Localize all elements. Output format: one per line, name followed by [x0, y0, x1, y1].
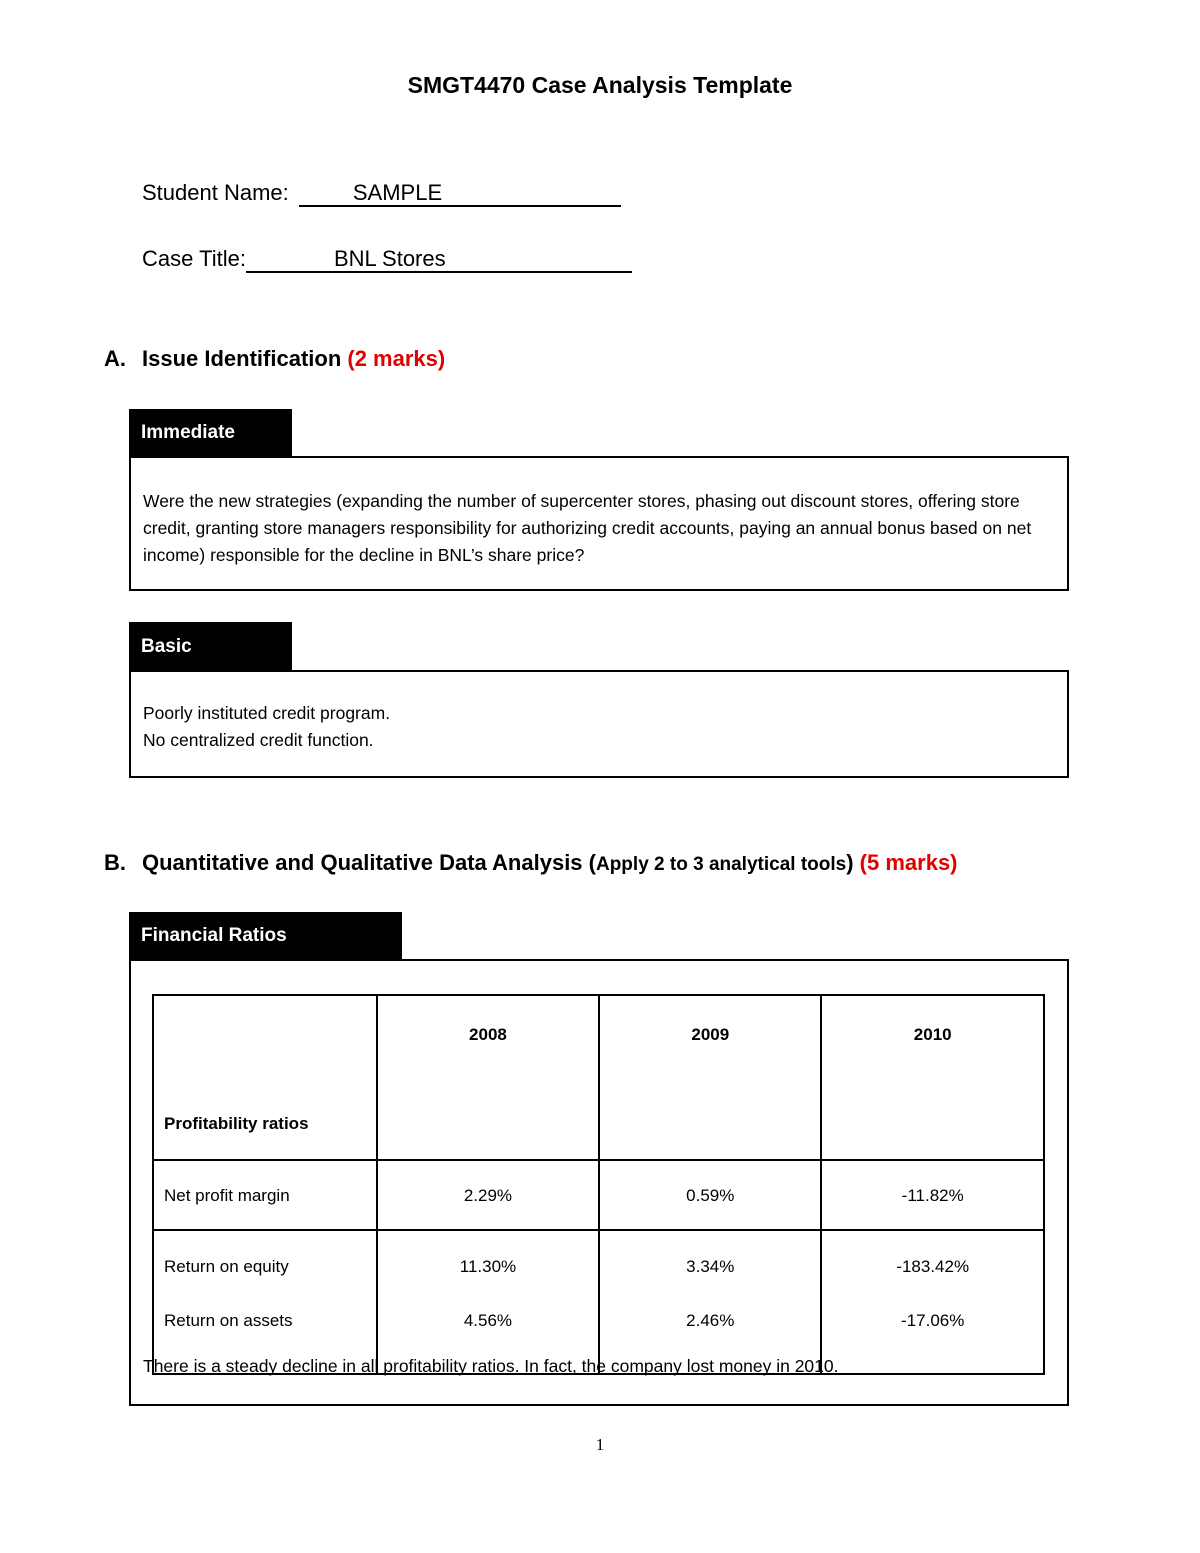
basic-box [129, 670, 1069, 778]
immediate-text: Were the new strategies (expanding the number of supercenter stores, phasing out discount stores, offering store credit, granting store managers responsibility for authorizing credit accounts, paying an annual bonus based on net income) responsible for the decline in BNL’s share price? [143, 491, 1032, 565]
table-cell: 2.29% [377, 1160, 599, 1230]
table-cell: -183.42% [821, 1230, 1044, 1301]
table-year-header: 2009 [599, 995, 821, 1160]
table-header-label: Profitability ratios [153, 995, 377, 1160]
section-a-marks: (2 marks) [347, 346, 446, 371]
document-title: SMGT4470 Case Analysis Template [407, 72, 793, 98]
section-a-title: Issue Identification [142, 346, 348, 371]
row-label: Return on equity [153, 1230, 377, 1301]
financial-ratios-tab: Financial Ratios [129, 912, 402, 960]
table-cell: -11.82% [821, 1160, 1044, 1230]
section-b-heading [104, 850, 958, 876]
table-header-row [153, 995, 1044, 1160]
ratios-table [152, 994, 1045, 1375]
section-a-letter: A. [104, 346, 126, 371]
table-cell: 0.59% [599, 1160, 821, 1230]
student-name-field[interactable]: SAMPLE [299, 181, 621, 207]
basic-tab: Basic [129, 622, 292, 671]
section-a-heading [104, 346, 445, 372]
page-number: 1 [595, 1435, 605, 1454]
case-title-label: Case Title: [142, 246, 246, 271]
section-b-title-close: ) [846, 850, 860, 875]
immediate-box [129, 456, 1069, 591]
table-cell: 11.30% [377, 1230, 599, 1301]
student-name-row [142, 180, 621, 207]
table-cell: -17.06% [821, 1301, 1044, 1374]
financial-ratios-box [129, 959, 1069, 1406]
immediate-tab: Immediate [129, 409, 292, 457]
case-title-field[interactable]: BNL Stores [246, 247, 632, 273]
case-title-row [142, 246, 632, 273]
section-b-marks: (5 marks) [859, 850, 958, 875]
basic-line: No centralized credit function. [143, 730, 374, 750]
section-b-letter: B. [104, 850, 126, 875]
table-cell: 3.34% [599, 1230, 821, 1301]
table-cell: 2.46% [599, 1301, 821, 1374]
basic-line: Poorly instituted credit program. [143, 703, 391, 723]
table-row [153, 1160, 1044, 1230]
financial-note: There is a steady decline in all profitability ratios. In fact, the company lost money in 2010. [143, 1356, 839, 1376]
student-name-label: Student Name: [142, 180, 295, 205]
table-row [153, 1230, 1044, 1301]
section-b-title: Quantitative and Qualitative Data Analysis ( [142, 850, 596, 875]
row-label: Return on assets [153, 1301, 377, 1374]
row-label: Net profit margin [153, 1160, 377, 1230]
table-cell: 4.56% [377, 1301, 599, 1374]
table-year-header: 2008 [377, 995, 599, 1160]
section-b-subtitle: Apply 2 to 3 analytical tools [595, 854, 847, 875]
table-year-header: 2010 [821, 995, 1044, 1160]
